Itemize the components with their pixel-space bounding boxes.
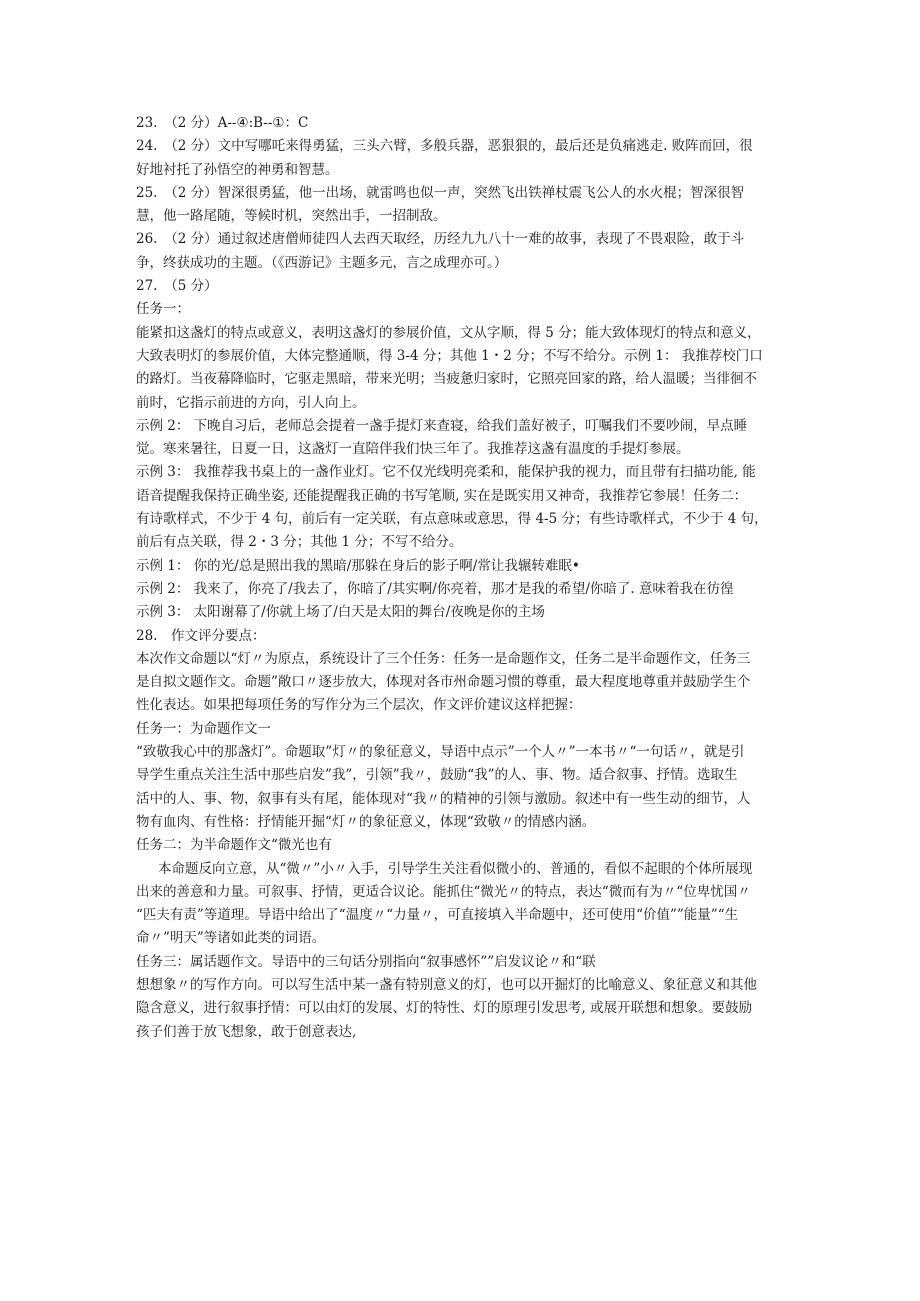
task-1-example-1-line-2: 前时，它指示前进的方向，引人向上。 (136, 394, 366, 411)
essay-intro-line-2: 是自拟文题作文。命题”敞口〃逐步放大，体现对各市州命题习惯的尊重，最大程度地尊重并鼓励学生个 (136, 674, 751, 691)
essay-task-1-line-1: “致敬我心中的那盏灯”。命题取”灯〃的象征意义，导语中点示”一个人〃”一本书〃“一句话〃，就是引 (136, 744, 745, 761)
essay-task-3-line-4: 孩子们善于放飞想象，敢于创意表达, (136, 1023, 357, 1040)
task-1-example-3-line-1: 示例 3： 我推荐我书桌上的一盏作业灯。它不仅光线明亮柔和，能保护我的视力，而且带有扫描功能, 能 (136, 464, 756, 481)
essay-task-1-line-3: 活中的人、事、物，叙事有头有尾，能体现对“我〃的精神的引领与激励。叙述中有一些生动的细节，人 (136, 790, 751, 807)
essay-intro-line-1: 本次作文命题以“灯〃为原点，系统设计了三个任务：任务一是命题作文，任务二是半命题作文，任务三 (136, 650, 751, 667)
task-2-criteria-line-1: 有诗歌样式，不少于 4 句，前后有一定关联，有点意味或意思，得 4-5 分；有些诗歌样式，不少于 4 句， (136, 511, 768, 528)
essay-task-3-line-3: 隐含意义，进行叙事抒情：可以由灯的发展、灯的特性、灯的原理引发思考, 或展开联想和想象。要鼓励 (136, 1000, 753, 1017)
task-1-example-2-line-2: 觉。寒来暑往，日夏一日，这盏灯一直陪伴我们快三年了。我推荐这盏有温度的手提灯参展。 (136, 441, 690, 458)
essay-task-2-line-3: “匹夫有责”等道理。导语中给出了“温度〃“力量〃，可直接填入半命题中，还可使用“价值””能量”“生 (136, 907, 739, 924)
essay-task-3-line-1: 任务三：属话题作文。导语中的三句话分别指向“叙事感怀””启发议论〃和“联 (136, 953, 596, 970)
task-1-example-3-line-2: 语音提醒我保持正确坐姿, 还能提醒我正确的书写笔顺, 实在是既实用又神奇，我推荐它参展！任务二： (136, 487, 748, 504)
essay-task-1-line-2: 导学生重点关注生活中那些启发”我”，引领”我〃，鼓励“我”的人、事、物。适合叙事、抒情。选取生 (136, 767, 738, 784)
task-2-example-2: 示例 2： 我来了，你亮了/我去了，你暗了/其实啊/你亮着，那才是我的希望/你暗了. 意味着我在彷徨 (136, 580, 734, 597)
answer-23: 23. （2 分）A--④:B--①：C (136, 115, 309, 131)
task-2-criteria-line-2: 前后有点关联，得 2・3 分；其他 1 分；不写不给分。 (136, 534, 463, 551)
task-1-criteria-line-1: 能紧扣这盏灯的特点或意义，表明这盏灯的参展价值，文从字顺，得 5 分；能大致体现灯的特点和意义， (136, 324, 761, 341)
task-1-example-2-line-1: 示例 2： 下晚自习后，老师总会提着一盏手提灯来查寝，给我们盖好被子，叮嘱我们不要吵闹，早点睡 (136, 417, 748, 434)
answer-26-line-1: 26. （2 分）通过叙述唐僧师徒四人去西天取经，历经九九八十一难的故事，表现了不畏艰险，敢于斗 (136, 231, 745, 248)
task-2-example-1: 示例 1： 你的光/总是照出我的黑暗/那躲在身后的影子啊/常让我辗转难眠• (136, 557, 580, 574)
answer-24-line-1: 24. （2 分）文中写哪吒来得勇猛，三头六臂，多般兵器，恶狠狠的，最后还是负痛逃走. 败阵而回，很 (136, 138, 753, 155)
essay-task-1-line-4: 物有血肉、有性格：抒情能开掘“灯〃的象征意义，体现“致敬〃的情感内涵。 (136, 813, 596, 830)
answer-25-line-2: 慧，他一路尾随，等候时机，突然出手，一招制敌。 (136, 208, 447, 225)
essay-intro-line-3: 性化表达。如果把每项任务的写作分为三个层次，作文评价建议这样把握： (136, 697, 582, 714)
essay-task-2-line-2: 出来的善意和力量。可叙事、抒情，更适合议论。能抓住“微光〃的特点，表达“微而有为〃“位卑忧国〃 (136, 883, 751, 900)
task-1-label: 任务一： (136, 301, 190, 318)
essay-task-2-heading: 任务二：为半命题作文“微光也有 (136, 837, 332, 854)
answer-26-line-2: 争，终获成功的主题。（《西游记》主题多元，言之成理亦可。） (136, 254, 508, 271)
answer-key-document (136, 112, 784, 1044)
essay-task-2-line-1: 本命题反向立意，从“微〃”小〃入手，引导学生关注看似微小的、普通的，看似不起眼的个体所展现 (158, 860, 753, 877)
answer-24-line-2: 好地衬托了孙悟空的神勇和智慧。 (136, 161, 339, 178)
task-2-example-3: 示例 3： 太阳谢幕了/你就上场了/白天是太阳的舞台/夜晚是你的主场 (136, 604, 545, 621)
essay-task-3-line-2: 想想象〃的写作方向。可以写生活中某一盏有特别意义的灯，也可以开掘灯的比喻意义、象征意义和其他 (136, 976, 757, 993)
task-1-example-1-line-1: 的路灯。当夜幕降临时，它驱走黑暗，带来光明；当疲惫归家时，它照亮回家的路，给人温暖；当徘徊不 (136, 371, 757, 388)
task-1-criteria-line-2: 大致表明灯的参展价值，大体完整通顺，得 3-4 分；其他 1・2 分；不写不给分。示例 1： 我推荐校门口 (136, 347, 763, 364)
answer-25-line-1: 25. （2 分）智深很勇猛，他一出场，就雷鸣也似一声，突然飞出铁禅杖震飞公人的水火棍；智深很智 (136, 184, 745, 201)
essay-task-2-line-4: 命〃”明天”等诸如此类的词语。 (136, 930, 326, 947)
answer-28-heading: 28. 作文评分要点： (136, 627, 266, 644)
essay-task-1-heading: 任务一：为命题作文一 (136, 720, 271, 737)
answer-27-heading: 27. （5 分） (136, 278, 218, 295)
